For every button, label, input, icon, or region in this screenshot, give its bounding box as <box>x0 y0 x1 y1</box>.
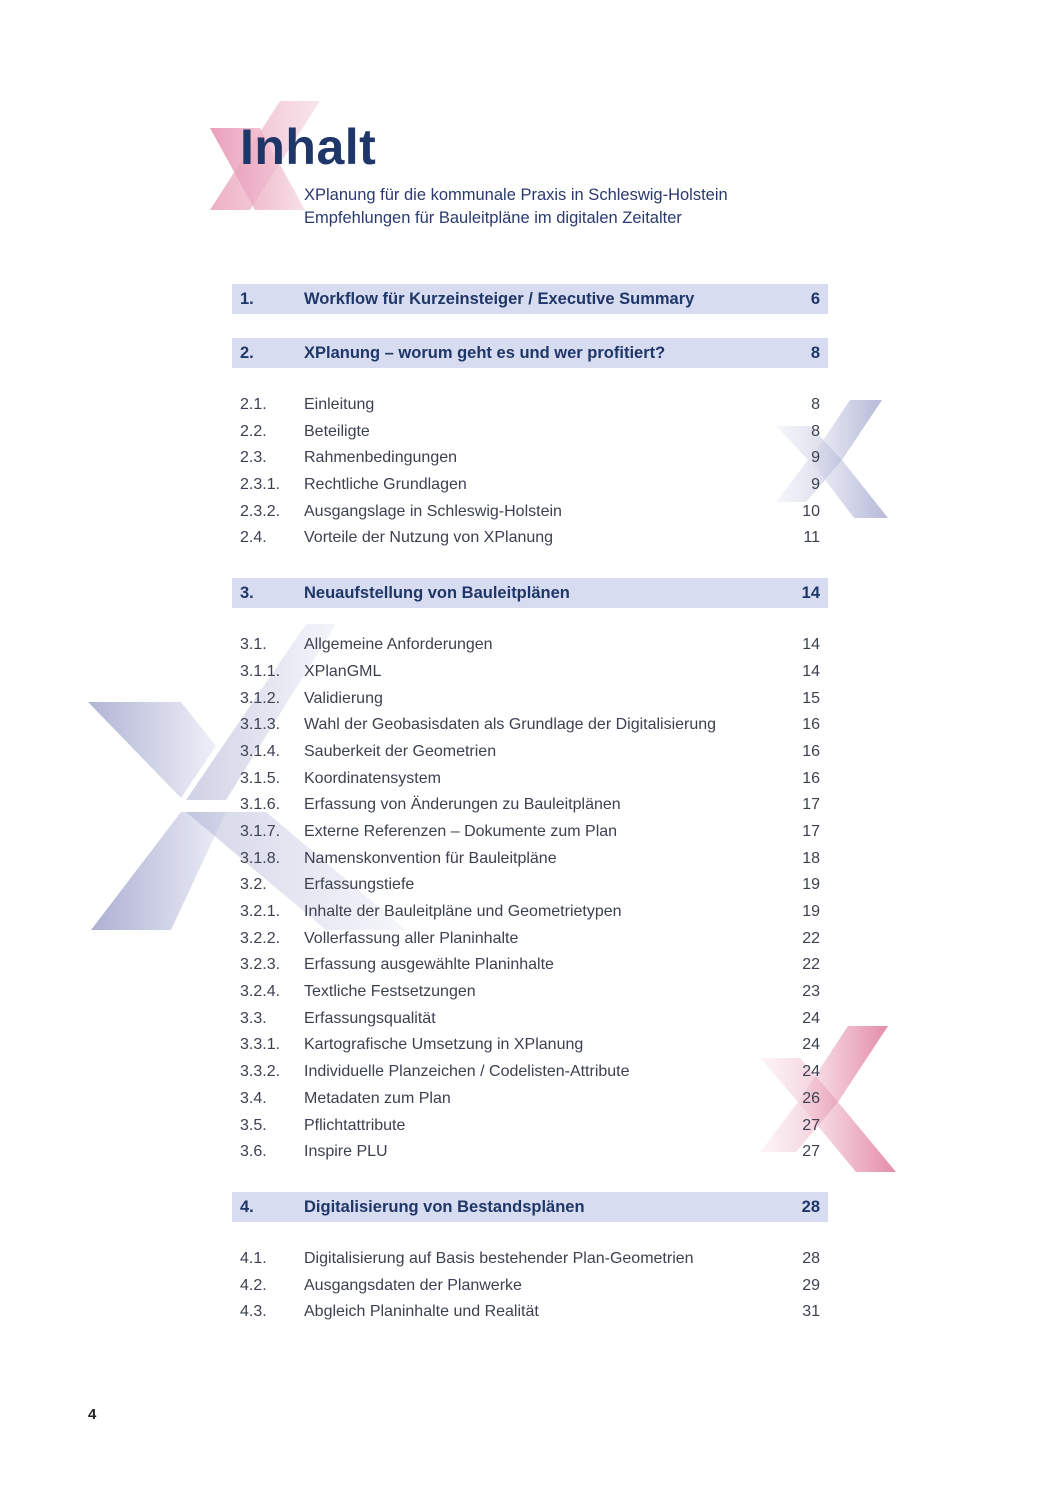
page-number: 4 <box>88 1406 97 1423</box>
toc-entry-number: 2.3.1. <box>240 476 281 494</box>
toc-entry-label: Metadaten zum Plan <box>304 1089 451 1107</box>
toc-entry[interactable] <box>232 872 828 899</box>
toc-entry-label: Abgleich Planinhalte und Realität <box>304 1303 539 1321</box>
toc-entry[interactable] <box>232 686 828 713</box>
toc-entry-number: 3.6. <box>240 1143 267 1161</box>
toc-entry-number: 3.1.1. <box>240 662 281 680</box>
toc-entry[interactable] <box>232 712 828 739</box>
toc-entry-number: 4.1. <box>240 1249 267 1267</box>
toc-entry-label: Kartografische Umsetzung in XPlanung <box>304 1036 584 1054</box>
toc-entry-page: 16 <box>802 742 820 760</box>
toc-entry-page: 31 <box>802 1303 820 1321</box>
toc-section-3[interactable] <box>232 578 828 608</box>
toc-entry-number: 3.3. <box>240 1009 267 1027</box>
toc-entry-number: 2.4. <box>240 529 267 547</box>
toc-entry-page: 11 <box>803 529 820 547</box>
toc-entry[interactable] <box>232 499 828 526</box>
toc-entry-page: 9 <box>811 449 820 467</box>
toc-entry[interactable] <box>232 792 828 819</box>
toc-entry[interactable] <box>232 899 828 926</box>
table-of-contents <box>232 284 828 1326</box>
toc-section-page: 28 <box>801 1197 820 1216</box>
toc-list-section-4 <box>232 1246 828 1326</box>
toc-section-page: 6 <box>810 290 820 308</box>
toc-entry-label: Ausgangsdaten der Planwerke <box>304 1276 522 1294</box>
subtitle-line-2: Empfehlungen für Bauleitpläne im digitalen Zeitalter <box>304 209 682 227</box>
toc-entry-number: 3.1.5. <box>240 769 281 787</box>
toc-entry-page: 15 <box>802 689 820 707</box>
toc-entry-label: Sauberkeit der Geometrien <box>304 742 497 760</box>
toc-section-4[interactable] <box>232 1192 828 1222</box>
toc-section-2[interactable] <box>232 338 828 368</box>
toc-section-label: XPlanung – worum geht es und wer profitiert? <box>304 344 666 362</box>
toc-entry-page: 24 <box>802 1009 820 1027</box>
toc-entry-number: 3.1.3. <box>240 716 281 734</box>
toc-entry[interactable] <box>232 392 828 419</box>
toc-entry-number: 3.3.1. <box>240 1036 281 1054</box>
toc-entry[interactable] <box>232 1299 828 1326</box>
toc-entry-page: 26 <box>802 1089 820 1107</box>
toc-entry-page: 14 <box>802 636 820 654</box>
toc-entry[interactable] <box>232 979 828 1006</box>
toc-entry-label: Pflichtattribute <box>304 1116 406 1134</box>
toc-section-label: Neuaufstellung von Bauleitplänen <box>304 584 570 603</box>
toc-entry-page: 17 <box>802 796 820 814</box>
toc-entry-label: Textliche Festsetzungen <box>304 983 476 1001</box>
toc-entry-number: 3.5. <box>240 1116 267 1134</box>
toc-section-number: 1. <box>240 290 254 308</box>
toc-entry-number: 2.2. <box>240 422 267 440</box>
toc-entry-page: 28 <box>802 1249 820 1267</box>
subtitle-line-1: XPlanung für die kommunale Praxis in Schleswig-Holstein <box>304 186 728 204</box>
toc-entry-number: 2.3.2. <box>240 502 281 520</box>
toc-entry-label: Individuelle Planzeichen / Codelisten-Attribute <box>304 1063 630 1081</box>
toc-entry-number: 3.2. <box>240 876 267 894</box>
toc-entry[interactable] <box>232 445 828 472</box>
toc-entry-page: 22 <box>802 956 820 974</box>
toc-entry-label: Externe Referenzen – Dokumente zum Plan <box>304 822 618 840</box>
toc-entry-number: 3.1.6. <box>240 796 281 814</box>
toc-entry-label: XPlanGML <box>304 662 382 680</box>
toc-entry-page: 24 <box>802 1063 820 1081</box>
toc-entry-label: Digitalisierung auf Basis bestehender Plan-Geometrien <box>304 1249 694 1267</box>
toc-entry-label: Namenskonvention für Bauleitpläne <box>304 849 557 867</box>
toc-entry[interactable] <box>232 1086 828 1113</box>
toc-entry-number: 2.1. <box>240 396 267 413</box>
page-title: Inhalt <box>240 119 377 175</box>
toc-entry[interactable] <box>232 659 828 686</box>
toc-entry-number: 4.3. <box>240 1303 267 1321</box>
toc-entry-label: Validierung <box>304 689 383 707</box>
toc-section-number: 3. <box>240 584 254 603</box>
toc-entry-page: 8 <box>811 422 820 440</box>
toc-entry-label: Inspire PLU <box>304 1143 388 1161</box>
toc-list-section-2 <box>232 392 828 552</box>
toc-entry[interactable] <box>232 632 828 659</box>
toc-entry-label: Inhalte der Bauleitpläne und Geometrietypen <box>304 903 622 920</box>
toc-entry-page: 16 <box>802 769 820 787</box>
toc-section-page: 8 <box>810 344 820 362</box>
page-subtitle <box>304 184 728 230</box>
toc-entry-page: 14 <box>802 662 820 680</box>
toc-entry-label: Allgemeine Anforderungen <box>304 636 493 654</box>
toc-entry-number: 3.1.4. <box>240 742 281 760</box>
toc-entry-page: 17 <box>802 822 820 840</box>
toc-entry-label: Ausgangslage in Schleswig-Holstein <box>304 502 562 520</box>
toc-section-number: 4. <box>240 1197 254 1216</box>
toc-entry[interactable] <box>232 1032 828 1059</box>
toc-entry-label: Erfassungstiefe <box>304 876 415 894</box>
toc-entry[interactable] <box>232 739 828 766</box>
toc-entry-page: 16 <box>802 716 820 734</box>
toc-entry-number: 3.1. <box>240 636 267 654</box>
toc-entry[interactable] <box>232 766 828 793</box>
toc-entry-number: 3.2.2. <box>240 929 281 947</box>
toc-section-label: Workflow für Kurzeinsteiger / Executive Summary <box>304 290 695 308</box>
toc-entry[interactable] <box>232 1006 828 1033</box>
toc-entry-label: Erfassung ausgewählte Planinhalte <box>304 956 554 974</box>
toc-entry-number: 3.1.8. <box>240 849 281 867</box>
toc-entry-label: Einleitung <box>304 396 375 413</box>
toc-entry-label: Rechtliche Grundlagen <box>304 476 467 494</box>
toc-entry-label: Beteiligte <box>304 422 370 440</box>
toc-entry-label: Erfassungsqualität <box>304 1009 436 1027</box>
toc-entry[interactable] <box>232 846 828 873</box>
toc-entry[interactable] <box>232 525 828 552</box>
toc-entry-page: 8 <box>811 396 820 413</box>
toc-entry-label: Vollerfassung aller Planinhalte <box>304 929 519 947</box>
toc-section-page: 14 <box>801 584 820 603</box>
toc-entry[interactable] <box>232 1273 828 1300</box>
toc-entry-number: 3.3.2. <box>240 1063 281 1081</box>
toc-entry-label: Koordinatensystem <box>304 769 441 787</box>
toc-entry-page: 23 <box>802 983 820 1001</box>
toc-entry-label: Erfassung von Änderungen zu Bauleitplänen <box>304 796 621 814</box>
toc-entry-number: 3.1.7. <box>240 822 281 840</box>
toc-entry[interactable] <box>232 1139 828 1166</box>
toc-entry[interactable] <box>232 472 828 499</box>
toc-entry-page: 24 <box>802 1036 820 1054</box>
toc-entry-page: 27 <box>802 1143 820 1161</box>
toc-entry[interactable] <box>232 952 828 979</box>
toc-entry-number: 3.4. <box>240 1089 267 1107</box>
toc-entry-page: 29 <box>802 1276 820 1294</box>
toc-entry[interactable] <box>232 1113 828 1140</box>
toc-entry-number: 3.2.4. <box>240 983 281 1001</box>
toc-section-number: 2. <box>240 344 254 362</box>
toc-entry-label: Wahl der Geobasisdaten als Grundlage der Digitalisierung <box>304 716 717 734</box>
toc-entry[interactable] <box>232 419 828 446</box>
toc-entry[interactable] <box>232 819 828 846</box>
toc-entry[interactable] <box>232 926 828 953</box>
toc-entry-page: 10 <box>802 502 820 520</box>
toc-entry-number: 4.2. <box>240 1276 267 1294</box>
toc-entry-label: Vorteile der Nutzung von XPlanung <box>304 529 554 547</box>
toc-entry-page: 19 <box>802 876 820 894</box>
toc-entry-page: 19 <box>802 903 820 920</box>
toc-section-label: Digitalisierung von Bestandsplänen <box>304 1197 585 1216</box>
toc-entry-page: 27 <box>802 1116 820 1134</box>
toc-entry-number: 3.2.1. <box>240 903 281 920</box>
toc-entry-page: 18 <box>802 849 820 867</box>
toc-entry-number: 2.3. <box>240 449 267 467</box>
toc-entry-page: 22 <box>802 929 820 947</box>
toc-entry-page: 9 <box>811 476 820 494</box>
toc-entry-number: 3.1.2. <box>240 689 281 707</box>
toc-entry-label: Rahmenbedingungen <box>304 449 458 467</box>
toc-entry[interactable] <box>232 1059 828 1086</box>
toc-list-section-3 <box>232 632 828 1166</box>
toc-entry-number: 3.2.3. <box>240 956 281 974</box>
toc-section-1[interactable] <box>232 284 828 314</box>
toc-entry[interactable] <box>232 1246 828 1273</box>
